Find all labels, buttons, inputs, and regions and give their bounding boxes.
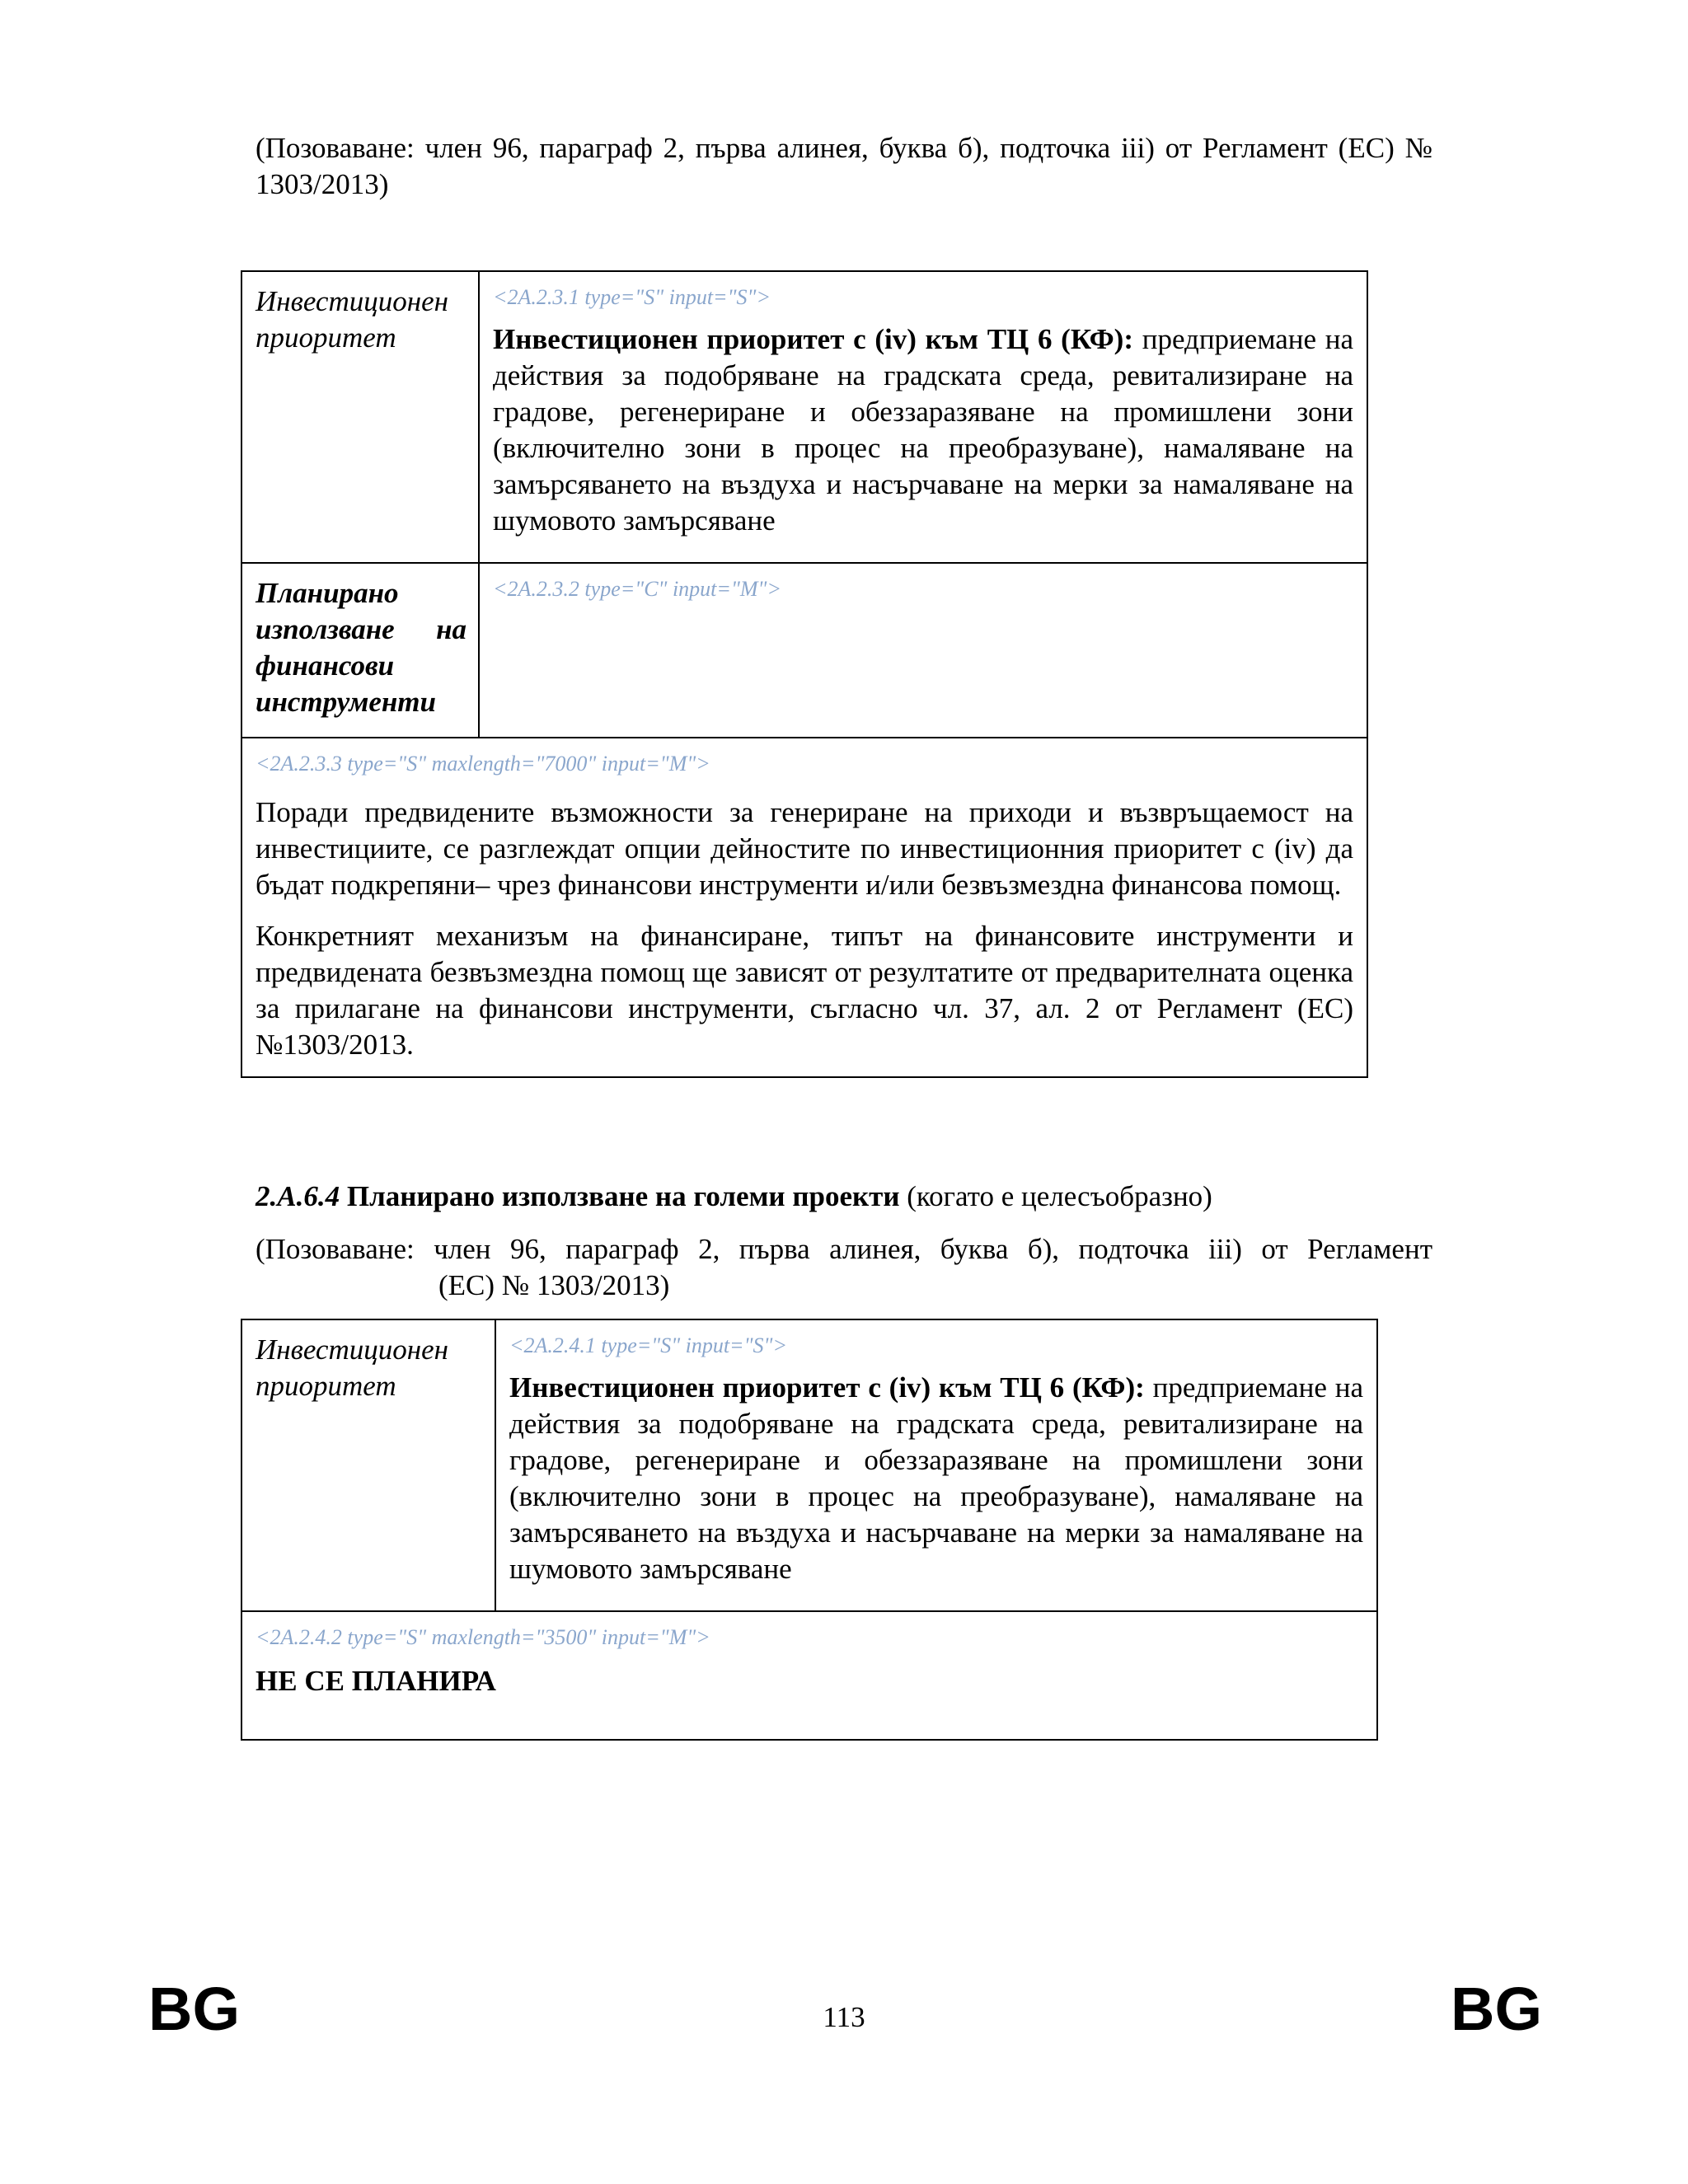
row-value (242, 738, 1367, 1076)
table-row (242, 1320, 1376, 1612)
row-value (480, 272, 1367, 562)
row-value (480, 564, 1367, 737)
field-code: <2A.2.3.1 type="S" input="S"> (493, 285, 771, 309)
priority-description: предприемане на действия за подобряване на градската среда, ревитализиране на градове, регенериране и обеззаразяване на промишлени зони (включително зони в процес на преобразуване), намаляване на замърсяването на въздуха и насърчаване на мерки за намаляване на шумовото замърсяване (493, 323, 1354, 537)
row-value (496, 1320, 1376, 1610)
section-suffix: (когато е целесъобразно) (907, 1180, 1212, 1212)
investment-priority-table-1 (241, 270, 1368, 1078)
row-value (242, 1612, 1376, 1739)
table-row (242, 738, 1367, 1076)
table-row (242, 272, 1367, 564)
not-planned-text: НЕ СЕ ПЛАНИРА (256, 1665, 496, 1697)
section-number: 2.A.6.4 (256, 1180, 340, 1212)
section-title: Планирано използване на големи проекти (346, 1180, 900, 1212)
field-code: <2A.2.3.3 type="S" maxlength="7000" input="M"> (256, 752, 710, 776)
priority-title: Инвестиционен приоритет с (iv) към ТЦ 6 (КФ): (493, 323, 1133, 355)
paragraph: Поради предвидените възможности за генериране на приходи и възвръщаемост на инвестициите, се разглеждат опции дейностите по инвестиционния приоритет с (iv) да бъдат подкрепяни– чрез финансови инструменти и/или безвъзмездна финансова помощ. (256, 796, 1353, 901)
language-mark-right: BG (1451, 1975, 1542, 2043)
field-code: <2A.2.4.1 type="S" input="S"> (509, 1333, 787, 1357)
priority-title: Инвестиционен приоритет с (iv) към ТЦ 6 (КФ): (509, 1371, 1145, 1404)
language-mark-left: BG (148, 1975, 240, 2043)
row-label: Инвестиционен приоритет (242, 1320, 496, 1610)
paragraph: Конкретният механизъм на финансиране, типът на финансовите инструменти и предвидената безвъзмездна помощ ще зависят от резултатите от предварителната оценка за прилагане на финансови инструменти, съгласно чл. 37, ал. 2 от Регламент (ЕС) №1303/2013. (256, 920, 1353, 1061)
field-code: <2A.2.3.2 type="C" input="M"> (493, 577, 781, 601)
priority-text (493, 321, 1353, 539)
table-row (242, 564, 1367, 738)
table-row (242, 1612, 1376, 1739)
row-label: Планирано използване на финансови инструменти (242, 564, 480, 737)
investment-priority-table-2 (241, 1319, 1378, 1741)
page-number: 113 (823, 2001, 865, 2033)
field-code: <2A.2.4.2 type="S" maxlength="3500" input="M"> (256, 1625, 710, 1649)
section-reference-line2: (ЕС) № 1303/2013) (438, 1269, 670, 1301)
section-heading (256, 1179, 1432, 1215)
reference-top: (Позоваване: член 96, параграф 2, първа алинея, буква б), подточка iii) от Регламент (ЕС) № 1303/2013) (256, 132, 1432, 200)
priority-text (509, 1370, 1363, 1587)
priority-description: предприемане на действия за подобряване на градската среда, ревитализиране на градове, регенериране и обеззаразяване на промишлени зони (включително зони в процес на преобразуване), намаляване на замърсяването на въздуха и насърчаване на мерки за намаляване на шумовото замърсяване (509, 1371, 1363, 1585)
row-label: Инвестиционен приоритет (242, 272, 480, 562)
section-reference-line1: (Позоваване: член 96, параграф 2, първа алинея, буква б), подточка iii) от Регламент (256, 1233, 1432, 1265)
